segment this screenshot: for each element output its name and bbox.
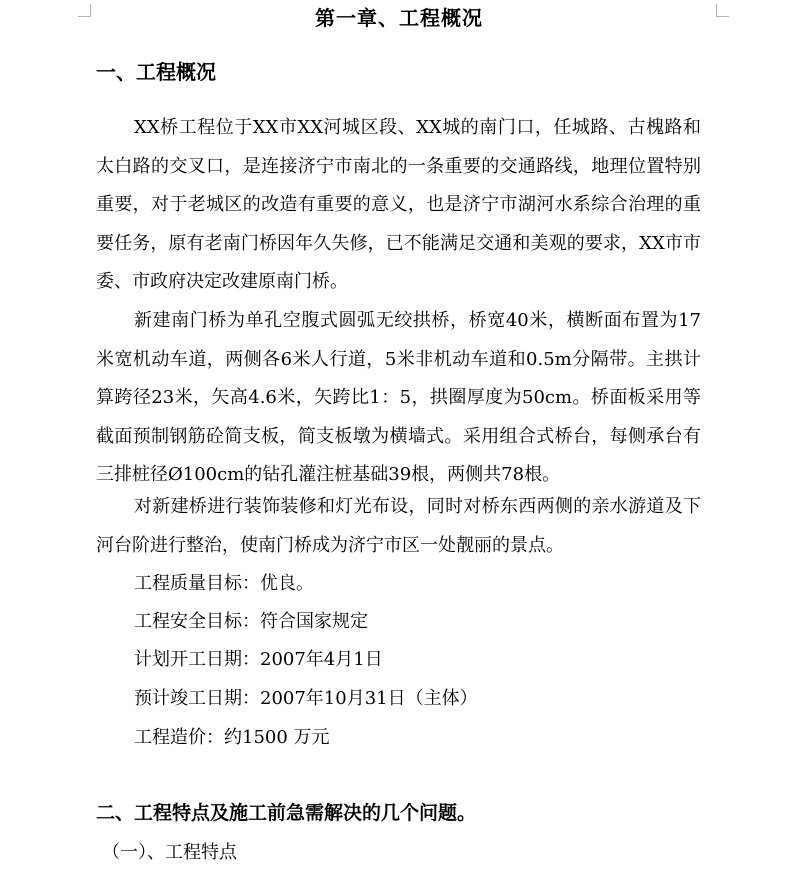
item-quality-target: 工程质量目标：优良。 [134,573,314,594]
section-heading-overview: 一、工程概况 [96,60,216,84]
paragraph-location: XX桥工程位于XX市XX河城区段、XX城的南门口，任城路、古槐路和太白路的交叉口，是连接济宁市南北的一条重要的交通路线，地理位置特别重要，对于老城区的改造有重要的意义，也是济宁市湖河水系综合治理的重要任务，原有老南门桥因年久失修，已不能满足交通和美观的要求，XX市市委、市政府决定改建原南门桥。 [96,117,701,293]
item-cost: 工程造价：约1500 万元 [134,727,330,748]
subheading-features: （一）、工程特点 [102,842,237,863]
chapter-title: 第一章、工程概况 [315,6,483,30]
section-heading-features: 二、工程特点及施工前急需解决的几个问题。 [96,802,477,824]
item-completion-date: 预计竣工日期：2007年10月31日（主体） [134,688,478,709]
item-start-date: 计划开工日期：2007年4月1日 [134,649,383,670]
item-safety-target: 工程安全目标：符合国家规定 [134,611,368,632]
paragraph-structure: 新建南门桥为单孔空腹式圆弧无绞拱桥，桥宽40米，横断面布置为17米宽机动车道，两侧各6米人行道，5米非机动车道和0.5m分隔带。主拱计算跨径23米，矢高4.6米，矢跨比1：5，拱圈厚度为50cm。桥面板采用等截面预制钢筋砼简支板，简支板墩为横墙式。采用组合式桥台，每侧承台有三排桩径Ø100cm的钻孔灌注桩基础39根，两侧共78根。 [96,310,701,486]
paragraph-decoration: 对新建桥进行装饰装修和灯光布设，同时对桥东西两侧的亲水游道及下河台阶进行整治，使南门桥成为济宁市区一处靓丽的景点。 [96,496,701,556]
